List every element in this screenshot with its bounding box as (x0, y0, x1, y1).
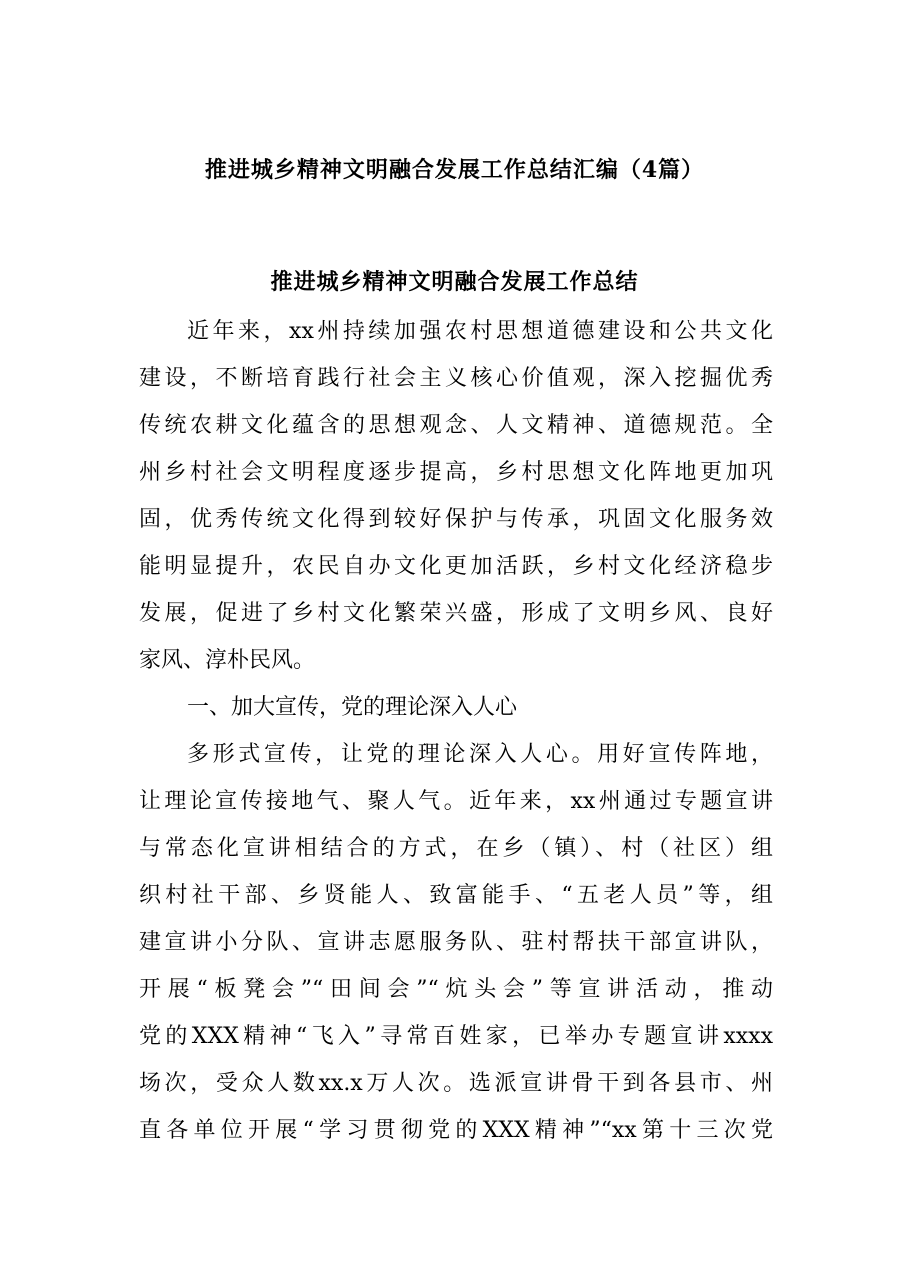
paragraph-line: 建宣讲小分队、宣讲志愿服务队、驻村帮扶干部宣讲队， (139, 930, 773, 955)
paragraph-line: 固，优秀传统文化得到较好保护与传承，巩固文化服务效 (139, 507, 773, 532)
paragraph-line: 一、加大宣传，党的理论深入人心 (187, 695, 518, 720)
paragraph-line: 织村社干部、乡贤能人、致富能手、“五老人员”等，组 (139, 883, 773, 908)
paragraph-line: 与常态化宣讲相结合的方式，在乡（镇）、村（社区）组 (139, 836, 773, 861)
paragraph-line: 州乡村社会文明程度逐步提高，乡村思想文化阵地更加巩 (139, 460, 773, 485)
paragraph-line: 传统农耕文化蕴含的思想观念、人文精神、道德规范。全 (139, 413, 773, 438)
paragraph-line: 党的XXX精神“飞入”寻常百姓家，已举办专题宣讲xxxx (139, 1024, 773, 1049)
paragraph-line: 场次，受众人数xx.x万人次。选派宣讲骨干到各县市、州 (139, 1071, 773, 1096)
paragraph-line: 家风、淳朴民风。 (139, 648, 316, 673)
paragraph-line: 建设，不断培育践行社会主义核心价值观，深入挖掘优秀 (139, 366, 773, 391)
section-title: 推进城乡精神文明融合发展工作总结 (270, 269, 639, 295)
paragraph-line: 近年来，xx州持续加强农村思想道德建设和公共文化 (187, 319, 773, 344)
paragraph-line: 直各单位开展“学习贯彻党的XXX精神”“xx第十三次党 (139, 1118, 773, 1143)
paragraph-line: 多形式宣传，让党的理论深入人心。用好宣传阵地， (187, 742, 773, 767)
paragraph-line: 让理论宣传接地气、聚人气。近年来，xx州通过专题宣讲 (139, 789, 773, 814)
paragraph-line: 开展“板凳会”“田间会”“炕头会”等宣讲活动，推动 (139, 977, 773, 1002)
document-body (139, 308, 773, 1154)
paragraph-line: 能明显提升，农民自办文化更加活跃，乡村文化经济稳步 (139, 554, 773, 579)
paragraph-line: 发展，促进了乡村文化繁荣兴盛，形成了文明乡风、良好 (139, 601, 773, 626)
document-title: 推进城乡精神文明融合发展工作总结汇编（4篇） (204, 157, 705, 183)
